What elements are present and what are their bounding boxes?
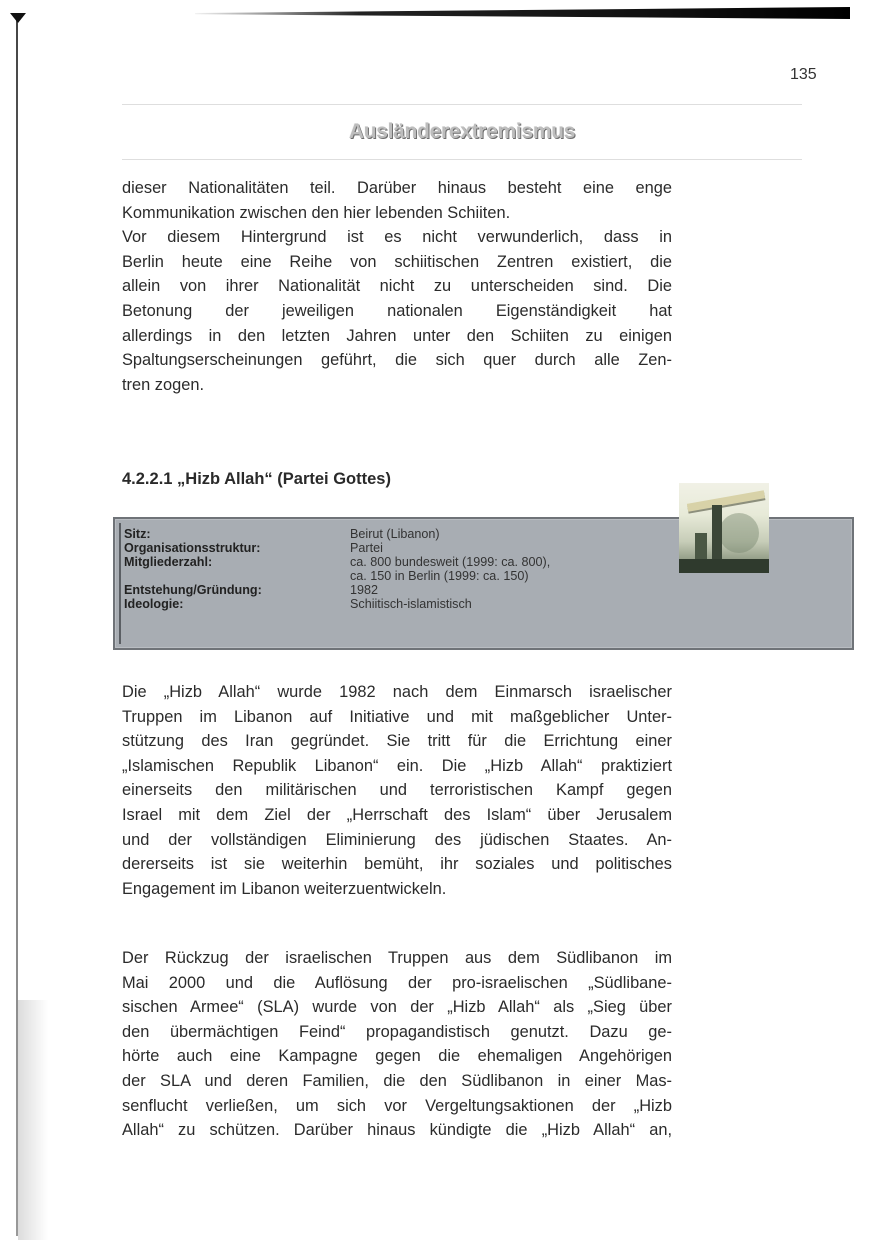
text-line: einerseits den militärischen und terroristischen Kampf gegen (122, 781, 672, 800)
text-line: „Islamischen Republik Libanon“ ein. Die „Hizb Allah“ praktiziert (122, 756, 672, 775)
header-rule-bottom (122, 159, 802, 160)
text-line: Israel mit dem Ziel der „Herrschaft des Islam“ über Jerusalem (122, 805, 672, 824)
info-value: Schiitisch-islamistisch (350, 597, 472, 611)
info-label: Organisationsstruktur: (124, 541, 261, 555)
text-line: sischen Armee“ (SLA) wurde von der „Hizb Allah“ als „Sieg über (122, 998, 672, 1017)
info-label: Ideologie: (124, 597, 184, 611)
text-line: senflucht verließen, um sich vor Vergeltungsaktionen der „Hizb (122, 1096, 672, 1115)
text-line: und der vollständigen Eliminierung des jüdischen Staates. An- (122, 830, 672, 849)
info-value: Partei (350, 541, 383, 555)
info-value: ca. 800 bundesweit (1999: ca. 800), (350, 555, 551, 569)
text-line: allein von ihrer Nationalität nicht zu unterscheiden sind. Die (122, 277, 672, 296)
text-line: der SLA und deren Familien, die den Südlibanon in einer Mas- (122, 1071, 672, 1090)
paragraph-withdrawal (122, 946, 672, 1143)
text-line: Kommunikation zwischen den hier lebenden Schiiten. (122, 203, 511, 222)
hizb-allah-photo (679, 483, 769, 573)
text-line: Betonung der jeweiligen nationalen Eigenständigkeit hat (122, 301, 672, 320)
text-line: Berlin heute eine Reihe von schiitischen Zentren existiert, die (122, 252, 672, 271)
paragraph-founding (122, 680, 672, 901)
top-decorative-rule (195, 7, 850, 19)
running-title: Ausländerextremismus (348, 120, 576, 143)
text-line: dererseits ist sie weiterhin bemüht, ihr soziales und politisches (122, 855, 672, 874)
text-line: Der Rückzug der israelischen Truppen aus dem Südlibanon im (122, 949, 672, 967)
info-value: ca. 150 in Berlin (1999: ca. 150) (350, 569, 529, 583)
info-value: Beirut (Libanon) (350, 527, 440, 541)
photo-sign-board (687, 490, 765, 511)
text-line: stützung des Iran gegründet. Sie tritt für die Errichtung einer (122, 732, 672, 751)
text-line: Engagement im Libanon weiterzuentwickeln. (122, 879, 447, 898)
section-heading: 4.2.2.1 „Hizb Allah“ (Partei Gottes) (122, 470, 391, 488)
text-line: den übermächtigen Feind“ propagandistisch genutzt. Dazu ge- (122, 1022, 672, 1041)
binding-shadow (18, 1000, 48, 1240)
info-value: 1982 (350, 583, 379, 597)
info-label: Sitz: (124, 527, 151, 541)
text-line: Spaltungserscheinungen geführt, die sich quer durch alle Zen- (122, 351, 672, 370)
header-rule-top (122, 104, 802, 105)
info-label: Entstehung/Gründung: (124, 583, 262, 597)
text-line: dieser Nationalitäten teil. Darüber hinaus besteht eine enge (122, 179, 672, 197)
intro-paragraph (122, 176, 672, 397)
text-line: allerdings in den letzten Jahren unter den Schiiten zu einigen (122, 326, 672, 345)
info-box-accent-bar (119, 523, 121, 644)
photo-smoke (719, 513, 759, 553)
text-line: tren zogen. (122, 375, 205, 394)
page-number: 135 (790, 66, 817, 83)
info-label: Mitgliederzahl: (124, 555, 213, 569)
text-line: Mai 2000 und die Auflösung der pro-israelischen „Südlibane- (122, 973, 672, 992)
text-line: Vor diesem Hintergrund ist es nicht verwunderlich, dass in (122, 228, 672, 247)
text-line: Die „Hizb Allah“ wurde 1982 nach dem Einmarsch israelischer (122, 683, 672, 701)
text-line: Truppen im Libanon auf Initiative und mit maßgeblicher Unter- (122, 707, 672, 726)
text-line: hörte auch eine Kampagne gegen die ehemaligen Angehörigen (122, 1047, 672, 1066)
text-line: Allah“ zu schützen. Darüber hinaus kündigte die „Hizb Allah“ an, (122, 1121, 672, 1140)
corner-crop-mark (10, 13, 26, 23)
photo-ground (679, 559, 769, 573)
